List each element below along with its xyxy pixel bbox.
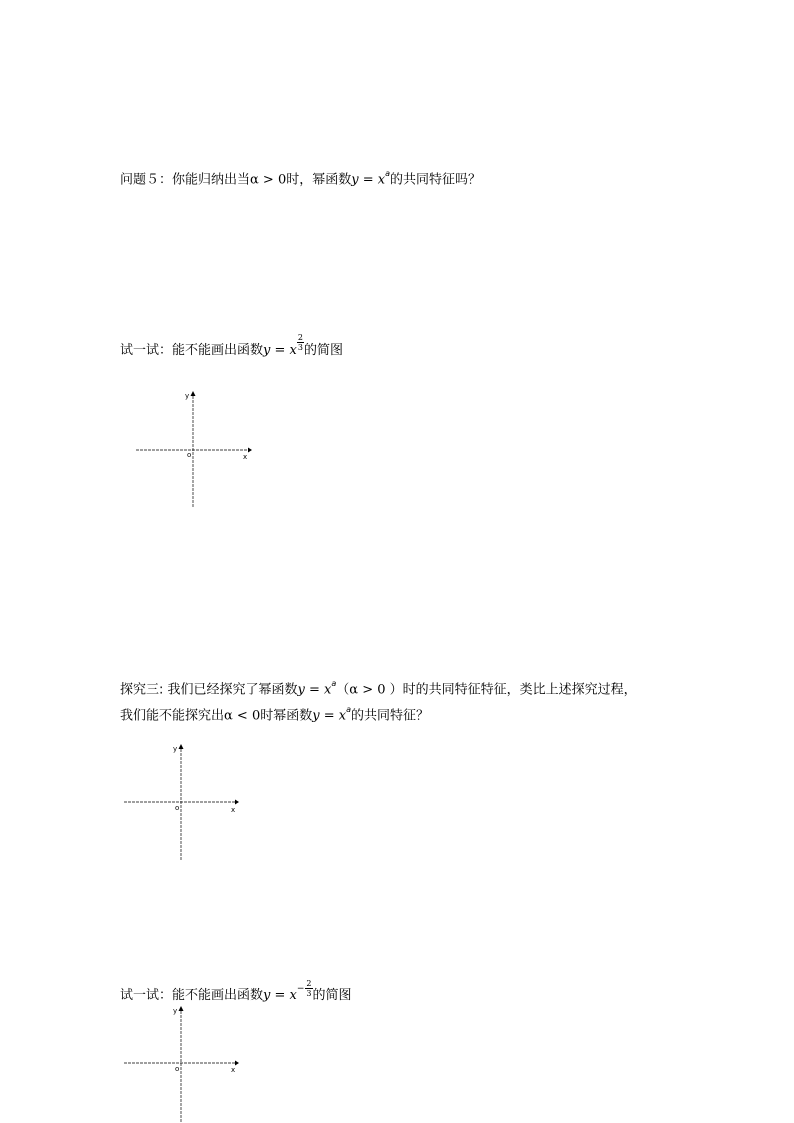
x-axis-label: x (231, 806, 236, 814)
try1-label: 试一试：能不能画出函数 (120, 343, 264, 358)
explore3-condition: > 0 (358, 682, 386, 698)
exponent-fraction (297, 333, 304, 352)
paren-close: ） (385, 682, 403, 698)
fraction-numerator: 2 (306, 979, 312, 988)
fraction-numerator: 2 (297, 333, 303, 342)
try-it-1 (120, 333, 343, 360)
explore-3-line-2 (120, 703, 429, 725)
y-axis-label: y (173, 1007, 178, 1015)
fraction-denominator: 3 (306, 989, 312, 998)
coordinate-axes-3 (124, 1003, 240, 1123)
exponent-fraction (305, 979, 312, 998)
q5-tail: 的共同特征吗？ (390, 172, 482, 188)
negative-sign: − (296, 984, 305, 994)
explore3-line2-mid: 时幂函数 (260, 708, 313, 724)
coordinate-axes-1 (136, 390, 252, 508)
explore3-condition-2: < 0 (232, 708, 261, 724)
try2-label: 试一试：能不能画出函数 (120, 988, 264, 1003)
origin-label: o (187, 451, 192, 459)
origin-label: o (175, 804, 180, 812)
explore-3-line-1 (120, 677, 637, 699)
q5-mid: 时，幂函数 (286, 172, 352, 188)
q5-condition: > 0 (258, 172, 287, 188)
fraction-denominator: 3 (297, 343, 303, 352)
x-axis-label: x (243, 453, 248, 461)
alpha-symbol: α (250, 172, 259, 188)
alpha-symbol: α (349, 682, 359, 698)
try2-tail: 的简图 (312, 988, 352, 1003)
power-function: y = x (351, 172, 386, 188)
y-axis-label: y (173, 745, 178, 753)
explore3-line2-start: 我们能不能探究出 (120, 708, 225, 724)
power-function: y = x (312, 708, 347, 724)
power-function: y = x (263, 988, 297, 1003)
coordinate-axes-2 (124, 743, 240, 863)
try1-tail: 的简图 (303, 343, 343, 358)
power-function: y = x (263, 343, 297, 358)
power-function: y = x (297, 682, 332, 698)
question-5 (120, 167, 481, 189)
exponent: a (346, 705, 351, 714)
explore3-tail: 时的共同特征特征，类比上述探究过程， (402, 682, 637, 698)
alpha-symbol: α (224, 708, 233, 724)
explore3-line2-tail: 的共同特征？ (351, 708, 430, 724)
y-axis-label: y (185, 392, 190, 400)
exponent: a (331, 679, 337, 688)
explore3-label: 探究三: 我们已经探究了幂函数 (120, 682, 298, 698)
paren-open: （ (336, 682, 350, 698)
origin-label: o (175, 1065, 180, 1073)
q5-label: 问题５：你能归纳出当 (120, 172, 251, 188)
x-axis-label: x (231, 1066, 236, 1074)
exponent: a (385, 169, 390, 178)
